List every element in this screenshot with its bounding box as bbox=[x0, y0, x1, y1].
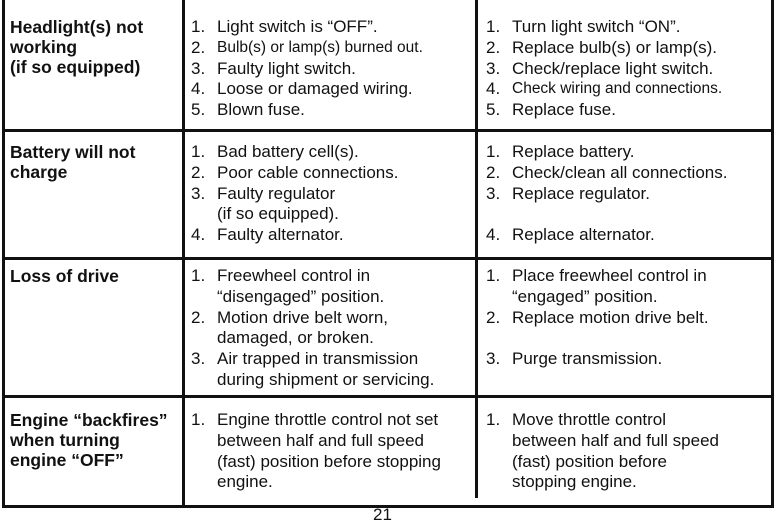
problem-line: charge bbox=[10, 162, 68, 182]
list-item bbox=[191, 184, 398, 226]
remedy-list bbox=[486, 266, 709, 370]
problem-line: Engine “backfires” bbox=[10, 410, 168, 430]
list-item bbox=[486, 308, 709, 350]
item-text: during shipment or servicing. bbox=[217, 369, 435, 389]
item-text: Check/replace light switch. bbox=[512, 58, 714, 78]
item-number: 5. bbox=[486, 100, 501, 120]
list-item bbox=[486, 79, 722, 100]
item-text: Replace alternator. bbox=[512, 225, 655, 245]
list-item bbox=[191, 79, 423, 100]
problem-line: engine “OFF” bbox=[10, 450, 124, 470]
item-text: Motion drive belt worn, bbox=[217, 307, 389, 327]
row-divider-1 bbox=[5, 129, 771, 132]
item-text: Loose or damaged wiring. bbox=[217, 79, 413, 99]
remedy-list bbox=[486, 410, 719, 493]
problem-cell bbox=[10, 266, 182, 286]
problem-cell bbox=[10, 142, 182, 182]
item-text: (fast) position before stopping bbox=[217, 451, 441, 471]
item-text: Engine throttle control not set bbox=[217, 410, 439, 429]
list-item bbox=[191, 349, 434, 391]
list-item bbox=[191, 308, 434, 350]
item-number: 2. bbox=[486, 162, 501, 182]
item-text: Purge transmission. bbox=[512, 349, 663, 369]
list-item bbox=[486, 163, 727, 184]
item-text: Bad battery cell(s). bbox=[217, 142, 359, 161]
item-text: stopping engine. bbox=[512, 472, 637, 492]
item-number: 3. bbox=[191, 349, 206, 369]
item-text: between half and full speed bbox=[217, 430, 424, 450]
item-text: Bulb(s) or lamp(s) burned out. bbox=[217, 38, 423, 56]
item-number: 4. bbox=[191, 79, 206, 99]
item-text: Check/clean all connections. bbox=[512, 162, 728, 182]
item-text: Freewheel control in bbox=[217, 266, 371, 285]
item-number: 1. bbox=[191, 17, 206, 36]
item-text: Check wiring and connections. bbox=[512, 80, 723, 98]
problem-cell bbox=[10, 410, 182, 470]
list-item bbox=[486, 184, 727, 226]
item-number: 3. bbox=[486, 183, 501, 203]
item-text: “engaged” position. bbox=[512, 286, 658, 306]
column-divider-1 bbox=[182, 0, 185, 505]
page-number: 21 bbox=[373, 505, 392, 524]
item-number: 2. bbox=[486, 37, 501, 57]
problem-line: Headlight(s) not bbox=[10, 17, 144, 37]
list-item bbox=[191, 38, 423, 59]
item-text: Faulty alternator. bbox=[217, 225, 344, 245]
problem-line: (if so equipped) bbox=[10, 57, 141, 77]
cause-list bbox=[191, 410, 441, 493]
item-number: 1. bbox=[191, 266, 206, 285]
list-item bbox=[191, 163, 398, 184]
row-divider-3 bbox=[5, 395, 771, 398]
list-item bbox=[191, 410, 441, 493]
troubleshooting-table bbox=[2, 0, 774, 508]
list-item bbox=[486, 225, 727, 246]
item-number: 1. bbox=[486, 266, 501, 285]
list-item bbox=[191, 142, 398, 163]
item-text: (if so equipped). bbox=[217, 204, 339, 224]
item-number: 2. bbox=[191, 162, 206, 182]
item-text: Faulty light switch. bbox=[217, 58, 356, 78]
remedy-list bbox=[486, 142, 727, 246]
list-item bbox=[486, 38, 722, 59]
item-text: Replace regulator. bbox=[512, 183, 650, 203]
list-item bbox=[191, 100, 423, 121]
item-text: Light switch is “OFF”. bbox=[217, 17, 378, 36]
remedy-list bbox=[486, 17, 722, 121]
problem-line: Loss of drive bbox=[10, 266, 119, 286]
column-divider-2 bbox=[475, 0, 478, 498]
cause-list bbox=[191, 17, 423, 121]
item-text: engine. bbox=[217, 472, 273, 492]
item-text: Replace fuse. bbox=[512, 100, 616, 120]
problem-cell bbox=[10, 17, 182, 77]
item-number: 1. bbox=[191, 142, 206, 161]
problem-line: working bbox=[10, 37, 78, 57]
list-item bbox=[486, 266, 709, 308]
item-text: (fast) position before bbox=[512, 451, 667, 471]
item-number: 3. bbox=[486, 58, 501, 78]
item-number: 3. bbox=[191, 183, 206, 203]
list-item bbox=[486, 142, 727, 163]
item-number: 2. bbox=[191, 37, 206, 57]
item-text: Replace bulb(s) or lamp(s). bbox=[512, 37, 718, 57]
item-text: Place freewheel control in bbox=[512, 266, 707, 285]
item-number: 2. bbox=[191, 307, 206, 327]
list-item bbox=[191, 17, 423, 38]
item-number: 1. bbox=[486, 410, 501, 429]
row-divider-2 bbox=[5, 257, 771, 260]
problem-line: Battery will not bbox=[10, 142, 136, 162]
item-number: 5. bbox=[191, 100, 206, 120]
item-text: Air trapped in transmission bbox=[217, 349, 419, 369]
item-text: Poor cable connections. bbox=[217, 162, 399, 182]
item-text bbox=[512, 328, 709, 349]
list-item bbox=[191, 266, 434, 308]
item-text: between half and full speed bbox=[512, 430, 719, 450]
item-text: Blown fuse. bbox=[217, 100, 305, 120]
list-item bbox=[191, 59, 423, 80]
item-number: 2. bbox=[486, 307, 501, 327]
item-text: Faulty regulator bbox=[217, 183, 336, 203]
item-text: Move throttle control bbox=[512, 410, 667, 429]
item-number: 4. bbox=[191, 225, 206, 245]
list-item bbox=[486, 410, 719, 493]
item-number: 3. bbox=[191, 58, 206, 78]
item-number: 1. bbox=[191, 410, 206, 429]
cause-list bbox=[191, 266, 434, 391]
item-text: Replace motion drive belt. bbox=[512, 307, 709, 327]
item-text bbox=[512, 204, 650, 225]
list-item bbox=[486, 349, 709, 370]
item-text: “disengaged” position. bbox=[217, 286, 385, 306]
item-number: 4. bbox=[486, 225, 501, 245]
item-text: Replace battery. bbox=[512, 142, 635, 161]
list-item bbox=[486, 17, 722, 38]
item-number: 1. bbox=[486, 17, 501, 36]
item-text: damaged, or broken. bbox=[217, 328, 374, 348]
item-number: 3. bbox=[486, 349, 501, 369]
list-item bbox=[191, 225, 398, 246]
item-text: Turn light switch “ON”. bbox=[512, 17, 681, 36]
item-number: 1. bbox=[486, 142, 501, 161]
item-number: 4. bbox=[486, 79, 501, 99]
cause-list bbox=[191, 142, 398, 246]
list-item bbox=[486, 59, 722, 80]
problem-line: when turning bbox=[10, 430, 120, 450]
list-item bbox=[486, 100, 722, 121]
